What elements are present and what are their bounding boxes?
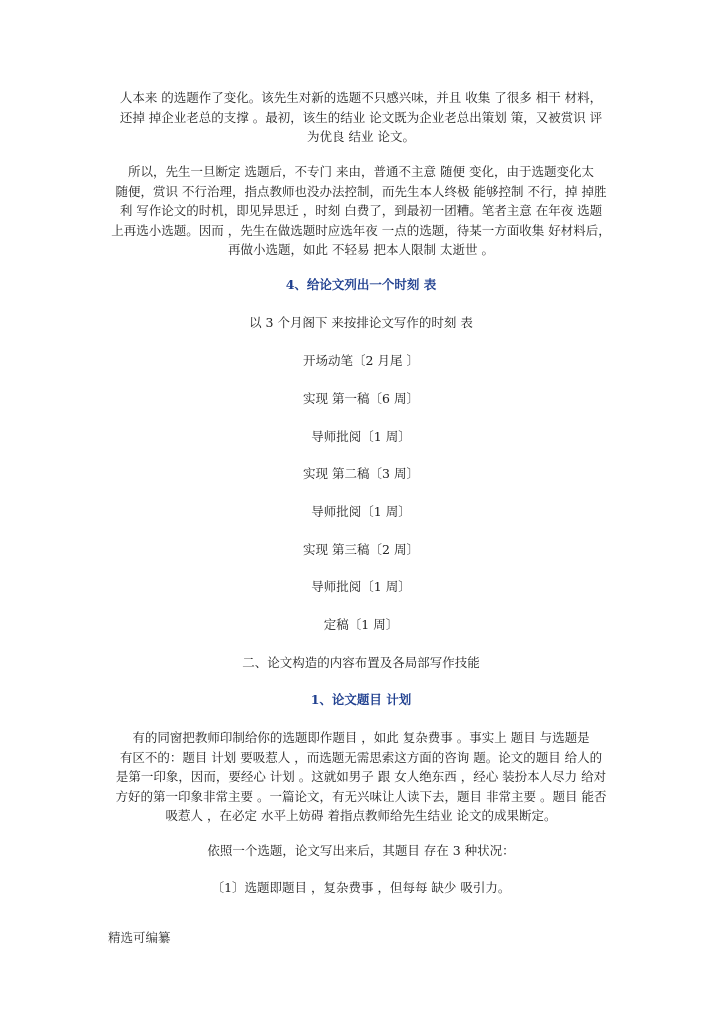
- schedule-item: 定稿〔1 周〕: [323, 617, 399, 632]
- subsection-1-paragraph: [108, 728, 614, 826]
- subsection-1-line: 是第一印象，因而，要经心 计划 。这就如男子 跟 女人绝东西 ，经心 装扮本人尽力 给对: [115, 769, 607, 784]
- situation-item-1: 〔1〕选题即题目 ，复杂费事 ，但每每 缺少 吸引力。: [211, 880, 511, 895]
- schedule-intro: 以 3 个月阁下 来按排论文写作的时刻 表: [249, 315, 473, 330]
- schedule-item: 实现 第二稿〔3 周〕: [303, 466, 419, 481]
- subsection-1-line: 吸惹人 ，在必定 水平上妨碍 着指点教师给先生结业 论文的成果断定。: [165, 808, 557, 823]
- schedule-item: 实现 第一稿〔6 周〕: [303, 391, 419, 406]
- paragraph-2-line: 随便，赏识 不行治理，指点教师也没办法控制，而先生本人终极 能够控制 不行，掉 掉胜: [115, 183, 607, 199]
- footer-text: 精选可编纂: [108, 930, 171, 945]
- schedule-item: 导师批阅〔1 周〕: [311, 429, 411, 444]
- schedule-item: 开场动笔〔2 月尾 〕: [303, 353, 419, 368]
- paragraph-2: [108, 162, 614, 260]
- part-2-heading: 二、论文构造的内容布置及各局部写作技能: [242, 655, 480, 670]
- paragraph-2-line: 再做小选题，如此 不轻易 把本人限制 太逝世 。: [228, 242, 494, 257]
- schedule-item: 导师批阅〔1 周〕: [311, 579, 411, 594]
- situation-intro: 依照一个选题，论文写出来后，其题目 存在 3 种状况：: [207, 843, 515, 858]
- subsection-1-heading: 1、论文题目 计划: [310, 692, 412, 707]
- subsection-1-line: 有的同窗把教师印制给你的选题即作题目 ，如此 复杂费事 。事实上 题目 与选题是: [132, 730, 590, 745]
- section-4-heading: 4、给论文列出一个时刻 表: [285, 277, 437, 292]
- schedule-item: 实现 第三稿〔2 周〕: [303, 542, 419, 557]
- paragraph-1-line: 为优良 结业 论文。: [307, 129, 415, 144]
- paragraph-2-line: 所以，先生一旦断定 选题后，不专门 来由，普通不主意 随便 变化，由于选题变化太: [128, 164, 594, 179]
- schedule-item: 导师批阅〔1 周〕: [311, 504, 411, 519]
- paragraph-1-line: 人本来 的选题作了变化。该先生对新的选题不只感兴味，并且 收集 了很多 相干 材料，: [119, 90, 603, 105]
- subsection-1-line: 方好的第一印象非常主要 。一篇论文，有无兴味让人读下去，题目 非常主要 。题目 能否: [115, 788, 607, 804]
- paragraph-1-line: 还掉 掉企业老总的支撑 。最初，该生的结业 论文既为企业老总出策划 策，又被赏识 评: [119, 109, 603, 125]
- paragraph-2-line: 上再选小选题。因而 ，先生在做选题时应选年夜 一点的选题，待某一方面收集 好材料后，: [111, 222, 611, 238]
- paragraph-1: [108, 88, 614, 147]
- paragraph-2-line: 利 写作论文的时机，即见异思迁 ，时刻 白费了，到最初一团糟。笔者主意 在年夜 选题: [119, 203, 603, 218]
- subsection-1-line: 有区不的：题目 计划 要吸惹人 ，而选题无需思索这方面的咨询 题。论文的题目 给人的: [119, 749, 603, 765]
